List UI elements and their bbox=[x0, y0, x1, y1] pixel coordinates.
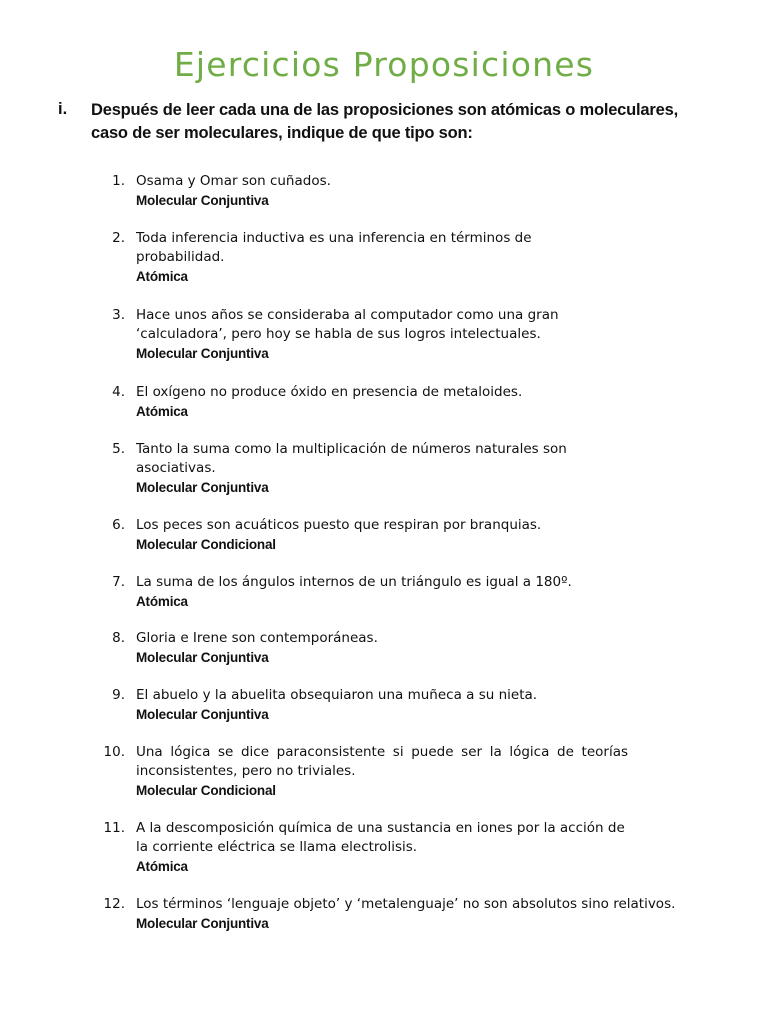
item-answer: Molecular Conjuntiva bbox=[136, 193, 269, 208]
item-answer: Atómica bbox=[136, 404, 188, 419]
item-statement: Tanto la suma como la multiplicación de números naturales son asociativas. bbox=[136, 441, 567, 476]
item-statement: El oxígeno no produce óxido en presencia de metaloides. bbox=[136, 384, 523, 400]
item-number: 9. bbox=[112, 687, 125, 703]
item-statement: Hace unos años se consideraba al computador como una gran ‘calculadora’, pero hoy se habla de sus logros intelectuales. bbox=[136, 307, 559, 342]
item-statement: Toda inferencia inductiva es una inferencia en términos de probabilidad. bbox=[136, 230, 532, 265]
item-number: 2. bbox=[112, 230, 125, 246]
item-answer: Molecular Condicional bbox=[136, 783, 276, 798]
item-answer: Molecular Conjuntiva bbox=[136, 707, 269, 722]
section-instruction: Después de leer cada una de las proposiciones son atómicas o moleculares, caso de ser moleculares, indique de que tipo son: bbox=[91, 101, 678, 142]
page-title: Ejercicios Proposiciones bbox=[173, 45, 595, 84]
item-number: 4. bbox=[112, 384, 125, 400]
item-statement: El abuelo y la abuelita obsequiaron una muñeca a su nieta. bbox=[136, 687, 538, 703]
item-answer: Molecular Conjuntiva bbox=[136, 650, 269, 665]
item-statement: Los peces son acuáticos puesto que respiran por branquias. bbox=[136, 517, 542, 533]
section-numeral: i. bbox=[58, 100, 68, 118]
item-statement: Una lógica se dice paraconsistente si puede ser la lógica de teorías inconsistentes, pero no triviales. bbox=[136, 744, 628, 779]
item-statement: La suma de los ángulos internos de un triángulo es igual a 180º. bbox=[136, 574, 572, 590]
item-statement: Gloria e Irene son contemporáneas. bbox=[136, 630, 378, 646]
item-number: 5. bbox=[112, 441, 125, 457]
item-number: 12. bbox=[103, 896, 125, 912]
item-answer: Molecular Conjuntiva bbox=[136, 346, 269, 361]
item-answer: Molecular Conjuntiva bbox=[136, 916, 269, 931]
item-number: 8. bbox=[112, 630, 125, 646]
item-statement: A la descomposición química de una sustancia en iones por la acción de la corriente eléctrica se llama electrolisis. bbox=[136, 820, 625, 855]
item-answer: Atómica bbox=[136, 269, 188, 284]
item-number: 1. bbox=[112, 173, 125, 189]
item-statement: Osama y Omar son cuñados. bbox=[136, 173, 331, 189]
item-answer: Molecular Condicional bbox=[136, 537, 276, 552]
item-statement: Los términos ‘lenguaje objeto’ y ‘metalenguaje’ no son absolutos sino relativos. bbox=[136, 896, 676, 912]
item-answer: Molecular Conjuntiva bbox=[136, 480, 269, 495]
item-number: 6. bbox=[112, 517, 125, 533]
item-number: 11. bbox=[103, 820, 125, 836]
item-answer: Atómica bbox=[136, 594, 188, 609]
item-number: 3. bbox=[112, 307, 125, 323]
item-number: 10. bbox=[103, 744, 125, 760]
item-answer: Atómica bbox=[136, 859, 188, 874]
item-number: 7. bbox=[112, 574, 125, 590]
